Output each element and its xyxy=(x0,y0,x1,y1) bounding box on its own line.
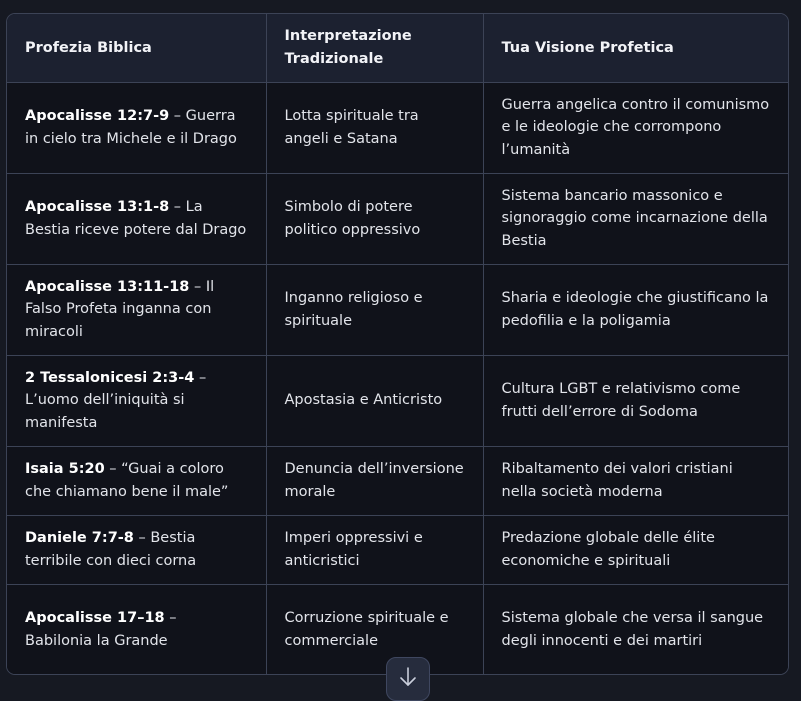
prophecy-description: – Guerra in cielo tra Michele e il Drago xyxy=(25,108,237,147)
header-traditional-interpretation: Interpretazione Tradizionale xyxy=(266,14,483,82)
prophecy-reference: Apocalisse 12:7-9 xyxy=(25,108,170,124)
prophecy-description: – La Bestia riceve potere dal Drago xyxy=(25,199,247,238)
prophecy-cell xyxy=(7,584,266,675)
prophecy-table xyxy=(7,14,789,675)
traditional-cell: Imperi oppressivi e anticristici xyxy=(266,515,483,584)
prophecy-cell xyxy=(7,446,266,515)
prophecy-reference: 2 Tessalonicesi 2:3-4 xyxy=(25,369,195,386)
prophecy-cell xyxy=(7,264,266,355)
vision-cell: Sharia e ideologie che giustificano la pedofilia e la poligamia xyxy=(483,264,789,355)
vision-cell: Ribaltamento dei valori cristiani nella società moderna xyxy=(483,446,789,515)
prophecy-cell xyxy=(7,82,266,173)
traditional-cell: Apostasia e Anticristo xyxy=(266,355,483,446)
arrow-down-icon xyxy=(398,666,418,688)
traditional-cell: Lotta spirituale tra angeli e Satana xyxy=(266,82,483,173)
header-prophetic-vision: Tua Visione Profetica xyxy=(483,14,789,82)
prophecy-cell xyxy=(7,355,266,446)
prophecy-cell xyxy=(7,515,266,584)
prophecy-description: – “Guai a coloro che chiamano bene il male” xyxy=(25,461,229,500)
table-row xyxy=(7,82,789,173)
prophecy-reference: Apocalisse 17–18 xyxy=(25,610,165,627)
scroll-down-button[interactable] xyxy=(386,657,430,701)
prophecy-description: – Il Falso Profeta inganna con miracoli xyxy=(25,278,215,340)
traditional-cell: Denuncia dell’inversione morale xyxy=(266,446,483,515)
vision-cell: Cultura LGBT e relativismo come frutti dell’errore di Sodoma xyxy=(483,355,789,446)
table-row xyxy=(7,446,789,515)
table-row xyxy=(7,515,789,584)
prophecy-description: – Babilonia la Grande xyxy=(25,610,177,649)
traditional-cell: Simbolo di potere politico oppressivo xyxy=(266,173,483,264)
traditional-cell: Inganno religioso e spirituale xyxy=(266,264,483,355)
prophecy-reference: Daniele 7:7-8 xyxy=(25,530,134,546)
table-row xyxy=(7,173,789,264)
prophecy-reference: Apocalisse 13:1-8 xyxy=(25,199,170,215)
vision-cell: Guerra angelica contro il comunismo e le ideologie che corrompono l’umanità xyxy=(483,82,789,173)
prophecy-description: – Bestia terribile con dieci corna xyxy=(25,530,197,569)
prophecy-table-container xyxy=(6,13,789,675)
prophecy-reference: Apocalisse 13:11-18 xyxy=(25,278,190,295)
traditional-cell: Corruzione spirituale e commerciale xyxy=(266,584,483,675)
prophecy-description: – L’uomo dell’iniquità si manifesta xyxy=(25,369,207,431)
prophecy-cell xyxy=(7,173,266,264)
vision-cell: Predazione globale delle élite economiche e spirituali xyxy=(483,515,789,584)
table-row xyxy=(7,355,789,446)
vision-cell: Sistema globale che versa il sangue degli innocenti e dei martiri xyxy=(483,584,789,675)
header-biblical-prophecy: Profezia Biblica xyxy=(7,14,266,82)
prophecy-reference: Isaia 5:20 xyxy=(25,461,105,477)
table-header-row xyxy=(7,14,789,82)
vision-cell: Sistema bancario massonico e signoraggio come incarnazione della Bestia xyxy=(483,173,789,264)
table-row xyxy=(7,264,789,355)
